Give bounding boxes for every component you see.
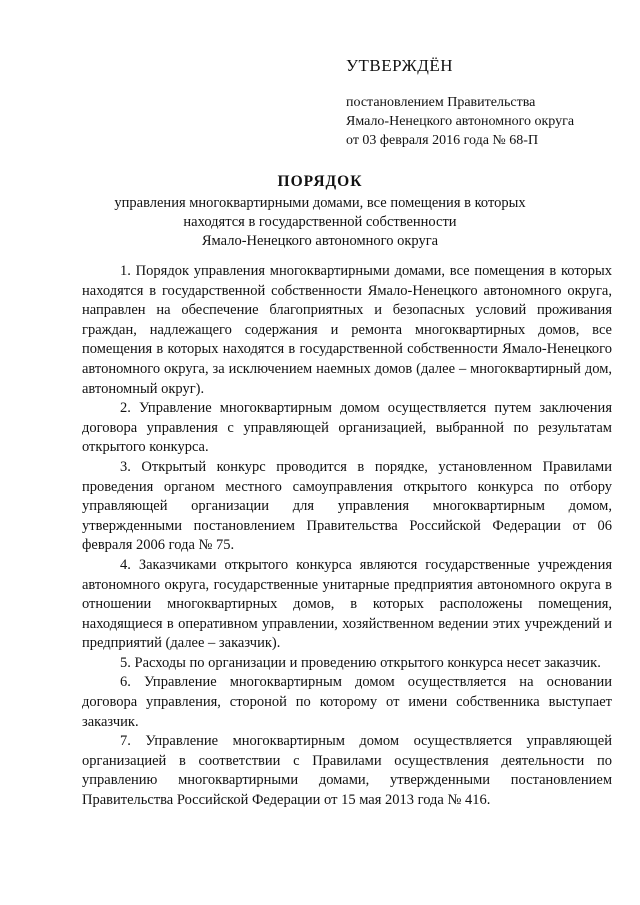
- document-body: [82, 262, 612, 811]
- approval-line-decree: постановлением Правительства: [346, 95, 536, 110]
- subtitle-line: Ямало-Ненецкого автономного округа: [201, 233, 439, 249]
- paragraph-7: 7. Управление многоквартирным домом осуществляется управляющей организацией в соответствии с Правилами осуществления деятельности по управлению многоквартирными домами, утвержденными постановлением Правительства Российской Федерации от 15 мая 2013 года № 416.: [82, 733, 612, 809]
- paragraph-6: 6. Управление многоквартирным домом осуществляется на основании договора управления, стороной по которому от имени собственника выступает заказчик.: [82, 674, 612, 730]
- approval-line-date: от 03 февраля 2016 года № 68-П: [346, 133, 539, 148]
- approval-line-region: Ямало-Ненецкого автономного округа: [346, 114, 575, 129]
- paragraph-1: 1. Порядок управления многоквартирными домами, все помещения в которых находятся в государственной собственности Ямало-Ненецкого автономного округа, направлен на обеспечение благоприятных и безопасных условий проживания граждан, надлежащего содержания и ремонта многоквартирных домов, все помещения в которых находятся в государственной собственности Ямало-Ненецкого автономного округа, за исключением наемных домов (далее – многоквартирный дом, автономный округ).: [82, 263, 612, 397]
- subtitle-line: находятся в государственной собственности: [183, 214, 457, 230]
- paragraph-5: 5. Расходы по организации и проведению открытого конкурса несет заказчик.: [120, 654, 601, 671]
- approval-title: УТВЕРЖДЁН: [346, 56, 453, 75]
- subtitle-line: управления многоквартирными домами, все помещения в которых: [114, 195, 526, 211]
- paragraph-4: 4. Заказчиками открытого конкурса являются государственные учреждения автономного округа, государственные унитарные предприятия автономного округа в отношении многоквартирных домов, в которых расположены помещения, находящиеся в оперативном управлении, хозяйственном ведении этих учреждений и предприятий (далее – заказчик).: [82, 556, 612, 652]
- paragraph-2: 2. Управление многоквартирным домом осуществляется путем заключения договора управления с управляющей организацией, выбранной по результатам открытого конкурса.: [82, 400, 612, 456]
- paragraph-3: 3. Открытый конкурс проводится в порядке, установленном Правилами проведения органом местного самоуправления открытого конкурса по отбору управляющей организации для управления многоквартирным домом, утвержденными постановлением Правительства Российской Федерации от 06 февраля 2006 года № 75.: [82, 458, 612, 554]
- document-subtitle: [80, 194, 560, 251]
- approval-block: [346, 55, 616, 150]
- document-title: ПОРЯДОК: [277, 173, 363, 190]
